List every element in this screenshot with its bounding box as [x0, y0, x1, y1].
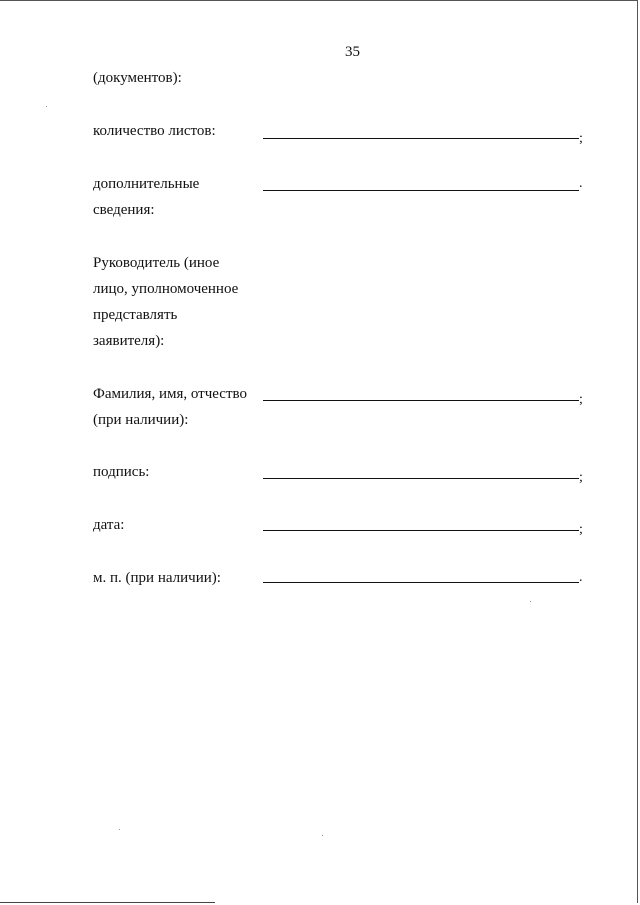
- additional-info-field[interactable]: [263, 190, 579, 191]
- date-field[interactable]: [263, 530, 579, 531]
- scan-edge-line: [0, 902, 215, 903]
- full-name-field[interactable]: [263, 400, 579, 401]
- seal-field[interactable]: [263, 582, 579, 583]
- full-name-label-line2: (при наличии):: [93, 412, 189, 428]
- manager-heading-line2: лицо, уполномоченное: [93, 281, 239, 297]
- signature-field[interactable]: [263, 478, 579, 479]
- scan-speck: [530, 601, 531, 602]
- sheet-count-field[interactable]: [263, 138, 579, 139]
- additional-info-label-line1: дополнительные: [93, 176, 200, 192]
- sheet-count-end-mark: ;: [579, 131, 583, 146]
- manager-heading-line4: заявителя):: [93, 333, 165, 349]
- signature-end-mark: ;: [579, 470, 583, 485]
- manager-heading-line3: представлять: [93, 307, 178, 323]
- date-label: дата:: [93, 517, 125, 533]
- documents-label: (документов):: [93, 70, 182, 86]
- scan-speck: [46, 106, 47, 107]
- seal-label: м. п. (при наличии):: [93, 570, 221, 586]
- additional-info-label-line2: сведения:: [93, 202, 155, 218]
- page-number: 35: [345, 44, 360, 60]
- additional-info-end-mark: .: [579, 176, 583, 191]
- seal-end-mark: .: [579, 570, 583, 585]
- scan-speck: [322, 835, 323, 836]
- sheet-count-label: количество листов:: [93, 123, 216, 139]
- manager-heading-line1: Руководитель (иное: [93, 255, 220, 271]
- full-name-end-mark: ;: [579, 392, 583, 407]
- signature-label: подпись:: [93, 464, 150, 480]
- full-name-label-line1: Фамилия, имя, отчество: [93, 386, 247, 402]
- date-end-mark: ;: [579, 522, 583, 537]
- scan-speck: [119, 829, 120, 830]
